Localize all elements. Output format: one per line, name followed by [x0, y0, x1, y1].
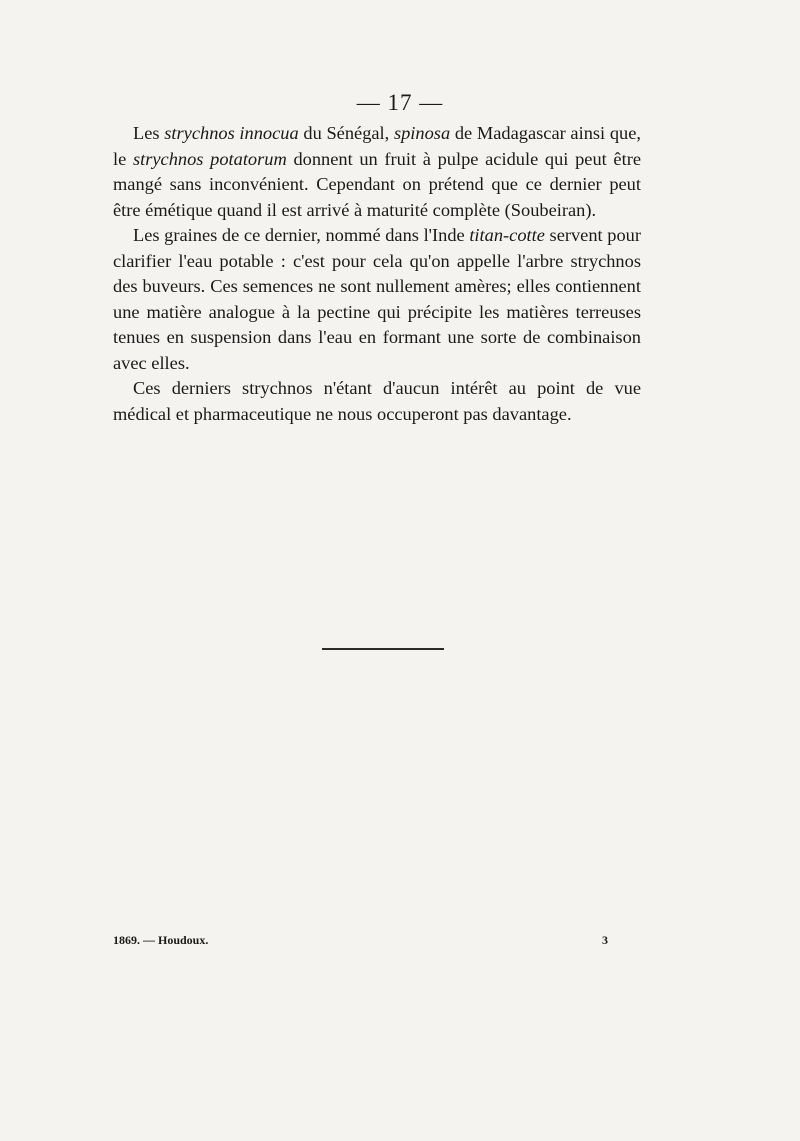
footer-signature: 1869. — Houdoux.: [113, 933, 209, 947]
section-divider: [322, 648, 444, 650]
text-run: de Madagascar ainsi que, le: [113, 123, 641, 169]
paragraph-2: [113, 223, 641, 376]
body-text: [113, 121, 641, 427]
paragraph-3: [113, 376, 641, 427]
signature-number: 3: [602, 933, 608, 947]
italic-text-run: strychnos potatorum: [132, 148, 287, 169]
page-footer: [113, 933, 608, 948]
italic-text-run: titan-cotte: [469, 225, 545, 245]
text-run: Ces derniers strychnos n'étant d'aucun intérêt au point de vue médical et pharmaceutique ne nous occuperont pas davantage.: [113, 378, 641, 424]
page-number: — 17 —: [356, 90, 444, 115]
text-run: donnent un fruit à pulpe acidule qui peut être mangé sans inconvénient. Cependant on prétend que ce dernier peut être émétique quand il est arrivé à maturité complète (Soubeiran).: [113, 148, 641, 220]
text-run: Les graines de ce dernier, nommé dans l'Inde: [133, 225, 470, 245]
text-run: du Sénégal,: [298, 123, 394, 143]
paragraph-1: [113, 121, 641, 223]
text-run: servent pour clarifier l'eau potable : c'est pour cela qu'on appelle l'arbre strychnos des buveurs. Ces semences ne sont nullement amères; elles contiennent une matière analogue à la pectine qui précipite les matières terreuses tenues en suspension dans l'eau en formant une sorte de combinaison avec elles.: [113, 225, 641, 373]
text-run: Les: [133, 123, 165, 143]
italic-text-run: strychnos innocua: [164, 123, 299, 143]
italic-text-run: spinosa: [393, 123, 451, 143]
